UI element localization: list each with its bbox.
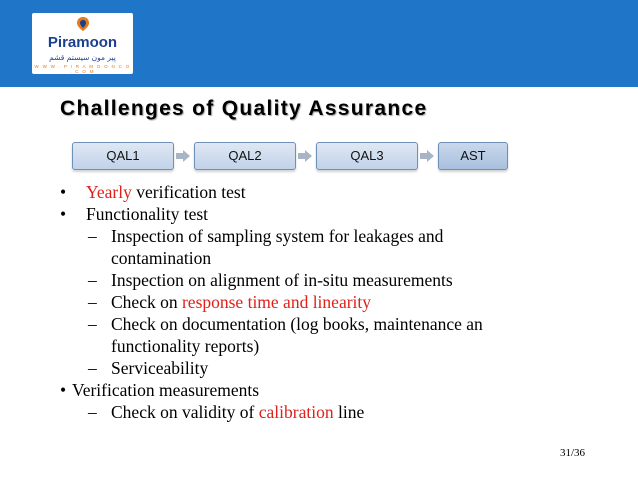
bullet-text: Verification measurements <box>72 380 260 400</box>
page-number: 31/36 <box>560 447 586 459</box>
sub-bullet-item <box>60 291 600 313</box>
arrow-right-icon <box>176 150 190 162</box>
sub-bullet-text: Check on validity of <box>111 402 259 422</box>
dash-mark: – <box>88 292 97 312</box>
dash-mark: – <box>88 402 97 422</box>
highlight-text: calibration <box>258 402 334 422</box>
dash-mark: – <box>88 314 97 334</box>
arrow-right-icon <box>420 150 434 162</box>
sub-bullet-text-continued: functionality reports) <box>111 336 260 356</box>
process-step-qal3: QAL3 <box>316 142 418 170</box>
sub-bullet-text-end: line <box>333 402 365 422</box>
bullet-mark: • <box>60 182 67 202</box>
dash-mark: – <box>88 270 97 290</box>
process-step-qal2: QAL2 <box>194 142 296 170</box>
process-flow <box>72 142 512 172</box>
sub-bullet-item <box>60 225 600 269</box>
highlight-text: response time and linearity <box>181 292 372 312</box>
dash-mark: – <box>88 226 97 246</box>
logo-mark-icon <box>75 16 91 32</box>
logo-tagline: پیر مون سیستم قشم <box>49 53 116 62</box>
bullet-mark: • <box>60 380 67 400</box>
company-logo <box>32 13 133 74</box>
sub-bullet-text: Check on <box>111 292 182 312</box>
bullet-item <box>60 181 600 203</box>
process-step-ast: AST <box>438 142 508 170</box>
sub-bullet-text: Serviceability <box>111 358 209 378</box>
bullet-list <box>60 181 600 423</box>
bullet-text: Functionality test <box>86 204 209 224</box>
highlight-text: Yearly <box>86 182 132 202</box>
sub-bullet-text: Check on documentation (log books, maintenance an <box>111 314 483 334</box>
sub-bullet-text: Inspection on alignment of in-situ measurements <box>111 270 453 290</box>
slide-title: Challenges of Quality Assurance <box>60 97 428 120</box>
sub-bullet-text-continued: contamination <box>111 248 212 268</box>
logo-name: Piramoon <box>47 34 118 51</box>
bullet-item <box>60 379 600 401</box>
sub-bullet-item <box>60 401 600 423</box>
dash-mark: – <box>88 358 97 378</box>
bullet-mark: • <box>60 204 67 224</box>
bullet-item <box>60 203 600 225</box>
sub-bullet-item <box>60 269 600 291</box>
bullet-text: verification test <box>131 182 246 202</box>
sub-bullet-item <box>60 313 600 357</box>
arrow-right-icon <box>298 150 312 162</box>
logo-url: W W W . P I R A M O O N C O . C O M <box>34 64 131 74</box>
sub-bullet-text: Inspection of sampling system for leakages and <box>111 226 444 246</box>
process-step-qal1: QAL1 <box>72 142 174 170</box>
sub-bullet-item <box>60 357 600 379</box>
